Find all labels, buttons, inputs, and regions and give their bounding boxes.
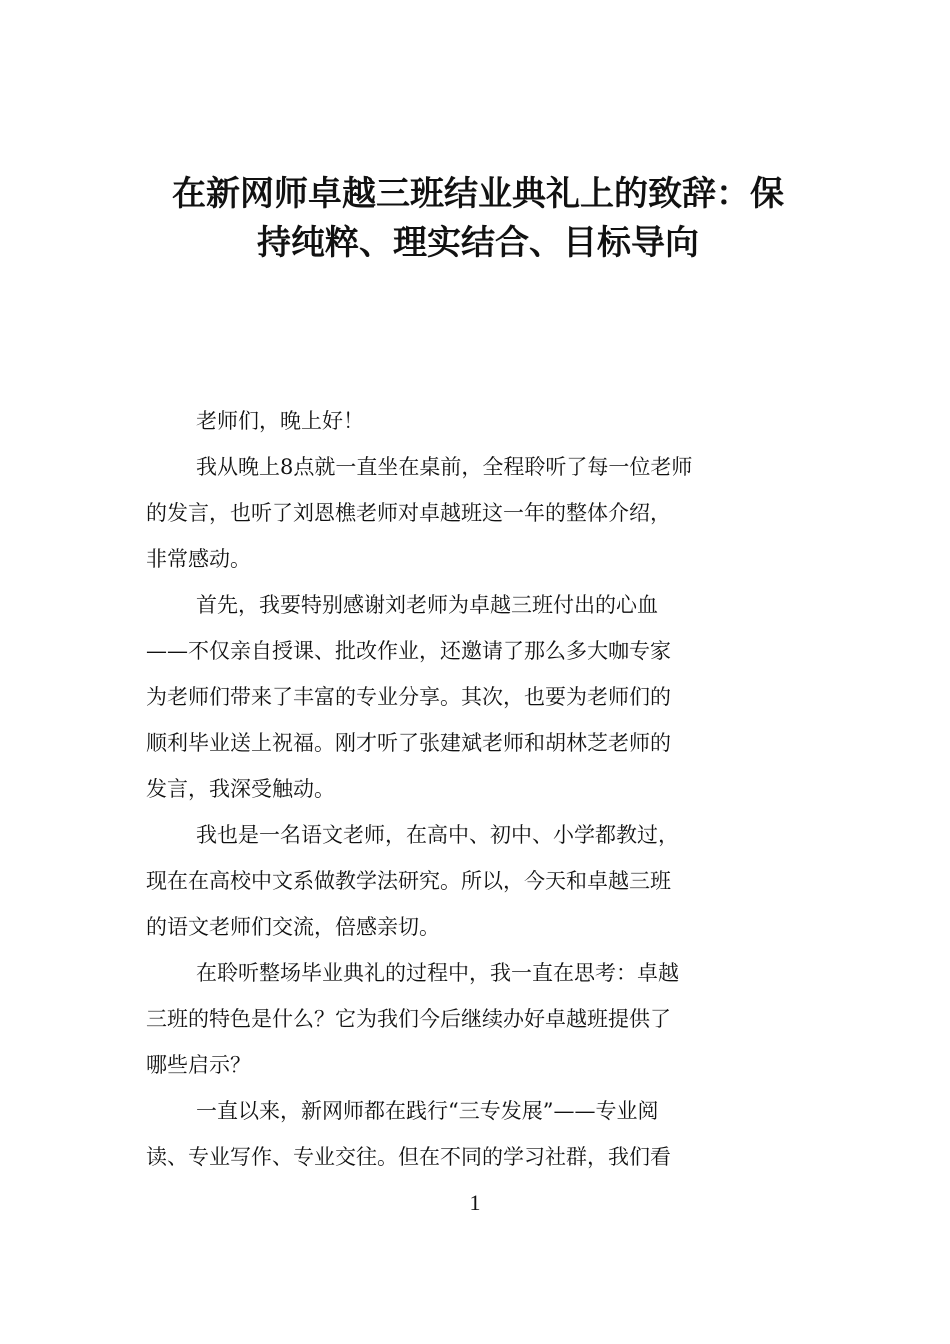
title-line-2: 持纯粹、理实结合、目标导向 [257,223,699,263]
body-text [146,398,806,1180]
text-line: 现在在高校中文系做教学法研究。所以，今天和卓越三班 [146,869,671,893]
text-line: 的发言，也听了刘恩樵老师对卓越班这一年的整体介绍， [146,501,671,525]
title-line-1: 在新网师卓越三班结业典礼上的致辞：保 [172,174,784,214]
page-number: 1 [469,1190,481,1215]
text-line: 三班的特色是什么？它为我们今后继续办好卓越班提供了 [146,1007,671,1031]
text-line: 一直以来，新网师都在践行“三专发展”——专业阅 [196,1099,659,1123]
text-line: 的语文老师们交流，倍感亲切。 [146,915,440,939]
text-line: 发言，我深受触动。 [146,777,335,801]
text-line: 我从晚上8点就一直坐在桌前，全程聆听了每一位老师 [196,455,693,479]
text-line: 老师们，晚上好！ [196,409,364,433]
text-line: ——不仅亲自授课、批改作业，还邀请了那么多大咖专家 [146,639,671,663]
text-line: 为老师们带来了丰富的专业分享。其次，也要为老师们的 [146,685,671,709]
text-line: 哪些启示？ [146,1053,251,1077]
document-title [148,170,808,268]
text-line: 在聆听整场毕业典礼的过程中，我一直在思考：卓越 [196,961,679,985]
text-line: 我也是一名语文老师，在高中、初中、小学都教过， [196,823,679,847]
text-line: 非常感动。 [146,547,251,571]
text-line: 首先，我要特别感谢刘老师为卓越三班付出的心血 [196,593,658,617]
text-line: 读、专业写作、专业交往。但在不同的学习社群，我们看 [146,1145,671,1169]
text-line: 顺利毕业送上祝福。刚才听了张建斌老师和胡林芝老师的 [146,731,671,755]
